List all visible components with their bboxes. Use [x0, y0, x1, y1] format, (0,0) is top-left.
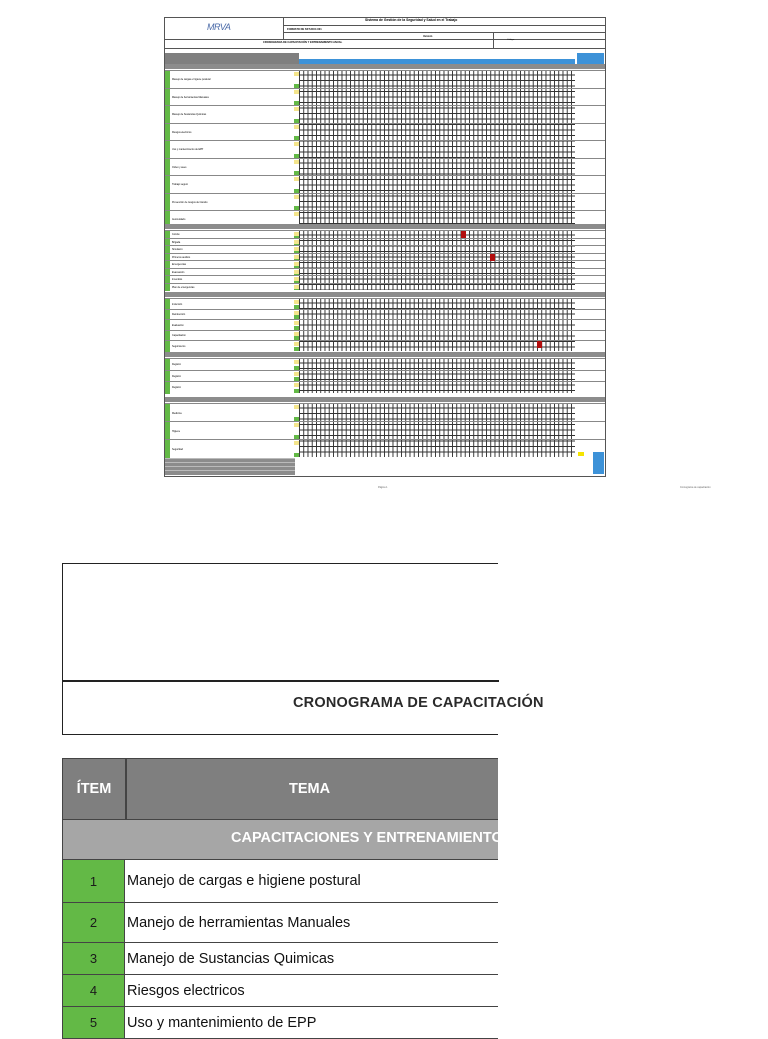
section-header — [62, 820, 503, 860]
row-tema: Manejo de cargas e higiene postural — [127, 873, 361, 889]
thumb-section-band — [165, 224, 605, 229]
thumb-row — [165, 175, 605, 194]
table-row — [62, 903, 498, 943]
thumb-row-number — [165, 176, 170, 194]
logo-mark: MRVA — [207, 22, 231, 32]
table-row — [62, 975, 498, 1007]
thumb-row — [165, 123, 605, 142]
thumb-red-mark — [461, 231, 466, 238]
thumb-status-yellow — [294, 142, 299, 146]
thumb-row-label: Uso y mantenimiento de EPP — [172, 148, 204, 152]
thumb-row — [165, 421, 605, 440]
thumb-row-label: Evacuación — [172, 270, 185, 274]
thumb-row-label: Prevención de riesgos de tránsito — [172, 200, 208, 204]
row-tema: Manejo de herramientas Manuales — [127, 915, 351, 931]
thumb-row-label: Medicina — [172, 411, 182, 415]
thumb-row-number — [165, 341, 170, 352]
thumb-row-number — [165, 89, 170, 107]
thumb-status-yellow — [294, 321, 299, 325]
thumb-row-number — [165, 194, 170, 212]
row-item-number: 4 — [63, 975, 125, 1006]
thumb-status-yellow — [294, 277, 299, 281]
thumb-status-yellow — [294, 240, 299, 244]
thumb-status-yellow — [294, 285, 299, 289]
row-item-number: 5 — [63, 1007, 125, 1038]
thumb-status-yellow — [294, 72, 299, 76]
thumb-status-yellow — [294, 107, 299, 111]
thumb-row-label: Brigada — [172, 240, 181, 244]
thumb-row-label: Riesgos electricos — [172, 130, 192, 134]
thumb-section-band — [165, 292, 605, 297]
thumb-section-band — [165, 64, 605, 69]
thumb-row-label: Seguimiento — [172, 344, 186, 348]
thumb-status-green — [294, 453, 299, 457]
company-logo — [165, 18, 284, 39]
thumb-status-yellow — [294, 360, 299, 364]
thumb-row-label: Comité — [172, 233, 180, 237]
thumb-row-number — [165, 159, 170, 177]
row-item-number: 1 — [63, 860, 125, 902]
thumb-red-mark — [537, 341, 542, 348]
thumb-row-label: Seguridad — [172, 447, 183, 451]
thumb-row-label: Primeros auxilios — [172, 255, 191, 259]
thumb-row-label: Registro — [172, 363, 181, 367]
thumb-system-title: Sistema de Gestión de la Seguridad y Salud en el Trabajo — [365, 18, 458, 22]
section-title: CAPACITACIONES Y ENTRENAMIENTO — [231, 830, 503, 846]
thumb-status-yellow — [294, 177, 299, 181]
thumb-row-number — [165, 124, 170, 142]
table-rows — [62, 860, 498, 1039]
thumb-status-yellow — [294, 125, 299, 129]
spreadsheet-thumbnail — [164, 17, 606, 477]
thumb-status-green — [294, 389, 299, 393]
thumb-status-yellow — [294, 270, 299, 274]
thumb-red-mark — [490, 254, 495, 261]
thumb-row-label: Trabajo seguro — [172, 183, 188, 187]
thumb-row-number — [165, 382, 170, 394]
thumb-format-label: FORMATO DE SST-DOC-001 — [287, 28, 322, 31]
row-tema: Manejo de Sustancias Quimicas — [127, 951, 335, 967]
thumb-section-band — [165, 352, 605, 357]
thumb-row-number — [165, 422, 170, 440]
thumb-status-yellow — [294, 372, 299, 376]
thumb-status-yellow — [294, 405, 299, 409]
table-row — [62, 860, 498, 903]
thumb-row — [165, 88, 605, 107]
thumb-program-title: CRONOGRAMA DE CAPACITACIÓN Y ENTRENAMIENTO ANUAL — [263, 41, 343, 44]
thumb-status-green — [294, 347, 299, 351]
thumb-row-label: Plan de emergencias — [172, 285, 195, 289]
thumb-row-label: Manejo de herramientas Manuales — [172, 95, 209, 99]
thumb-row-label: Registro — [172, 386, 181, 390]
row-item-number: 3 — [63, 943, 125, 974]
table-row — [62, 1007, 498, 1039]
thumb-row — [165, 105, 605, 124]
thumb-row-label: Higiene — [172, 429, 181, 433]
thumb-row-number — [165, 141, 170, 159]
thumb-status-yellow — [294, 441, 299, 445]
thumb-row-number — [165, 71, 170, 89]
thumb-status-yellow — [294, 90, 299, 94]
thumb-row-label: Registro — [172, 374, 181, 378]
thumb-row-number — [165, 106, 170, 124]
thumb-status-yellow — [294, 300, 299, 304]
thumb-status-yellow — [294, 342, 299, 346]
thumb-row-label: Capacitación — [172, 334, 186, 338]
thumb-footer-label: Cronograma de capacitación — [680, 486, 711, 489]
thumb-row-label: Manejo de cargas e higiene postural — [172, 78, 211, 82]
thumb-row-number — [165, 284, 170, 292]
document-title: CRONOGRAMA DE CAPACITACIÓN — [293, 695, 544, 711]
column-header-tema: TEMA — [289, 781, 331, 797]
thumb-row — [165, 439, 605, 458]
thumb-row-label: Evaluación — [172, 323, 184, 327]
row-tema: Riesgos electricos — [127, 983, 245, 999]
thumb-row — [165, 381, 605, 394]
thumb-status-yellow — [294, 423, 299, 427]
document-zoom — [62, 563, 544, 1031]
table-header — [62, 758, 498, 820]
thumb-row-label: Simulacro — [172, 248, 183, 252]
thumb-row-number — [165, 404, 170, 422]
thumb-status-yellow — [294, 247, 299, 251]
thumb-status-yellow — [294, 212, 299, 216]
thumb-row — [165, 283, 605, 292]
thumb-code-label: Código: — [507, 39, 515, 41]
thumb-row-label: Inducción — [172, 302, 183, 306]
thumb-status-yellow — [294, 332, 299, 336]
thumb-row-label: Emergencias — [172, 263, 186, 267]
thumb-row-label: Reinducción — [172, 313, 186, 317]
thumb-row — [165, 140, 605, 159]
thumb-status-yellow — [294, 255, 299, 259]
thumb-row-label: Autocuidado — [172, 218, 186, 222]
thumb-row — [165, 158, 605, 177]
thumb-status-yellow — [294, 311, 299, 315]
thumb-status-yellow — [294, 232, 299, 236]
thumb-row-number — [165, 440, 170, 458]
row-tema: Uso y mantenimiento de EPP — [127, 1015, 317, 1031]
thumb-version-label: Versión — [423, 35, 433, 38]
thumb-row — [165, 70, 605, 89]
thumb-row-label: Orden y aseo — [172, 165, 187, 169]
column-header-item: ÍTEM — [76, 781, 112, 797]
thumb-row — [165, 403, 605, 422]
thumb-page-label: Página 1 — [378, 486, 388, 489]
thumb-status-yellow — [294, 160, 299, 164]
document-header-box — [62, 563, 544, 735]
thumb-header — [165, 18, 605, 49]
thumb-status-yellow — [294, 195, 299, 199]
thumb-row-label: Manejo de Sustancias Quimicas — [172, 113, 207, 117]
thumb-row-label: Incendios — [172, 278, 183, 282]
thumb-status-yellow — [294, 383, 299, 387]
row-item-number: 2 — [63, 903, 125, 942]
thumb-status-yellow — [294, 262, 299, 266]
table-row — [62, 943, 498, 975]
thumb-row — [165, 193, 605, 212]
thumb-section-band — [165, 397, 605, 402]
